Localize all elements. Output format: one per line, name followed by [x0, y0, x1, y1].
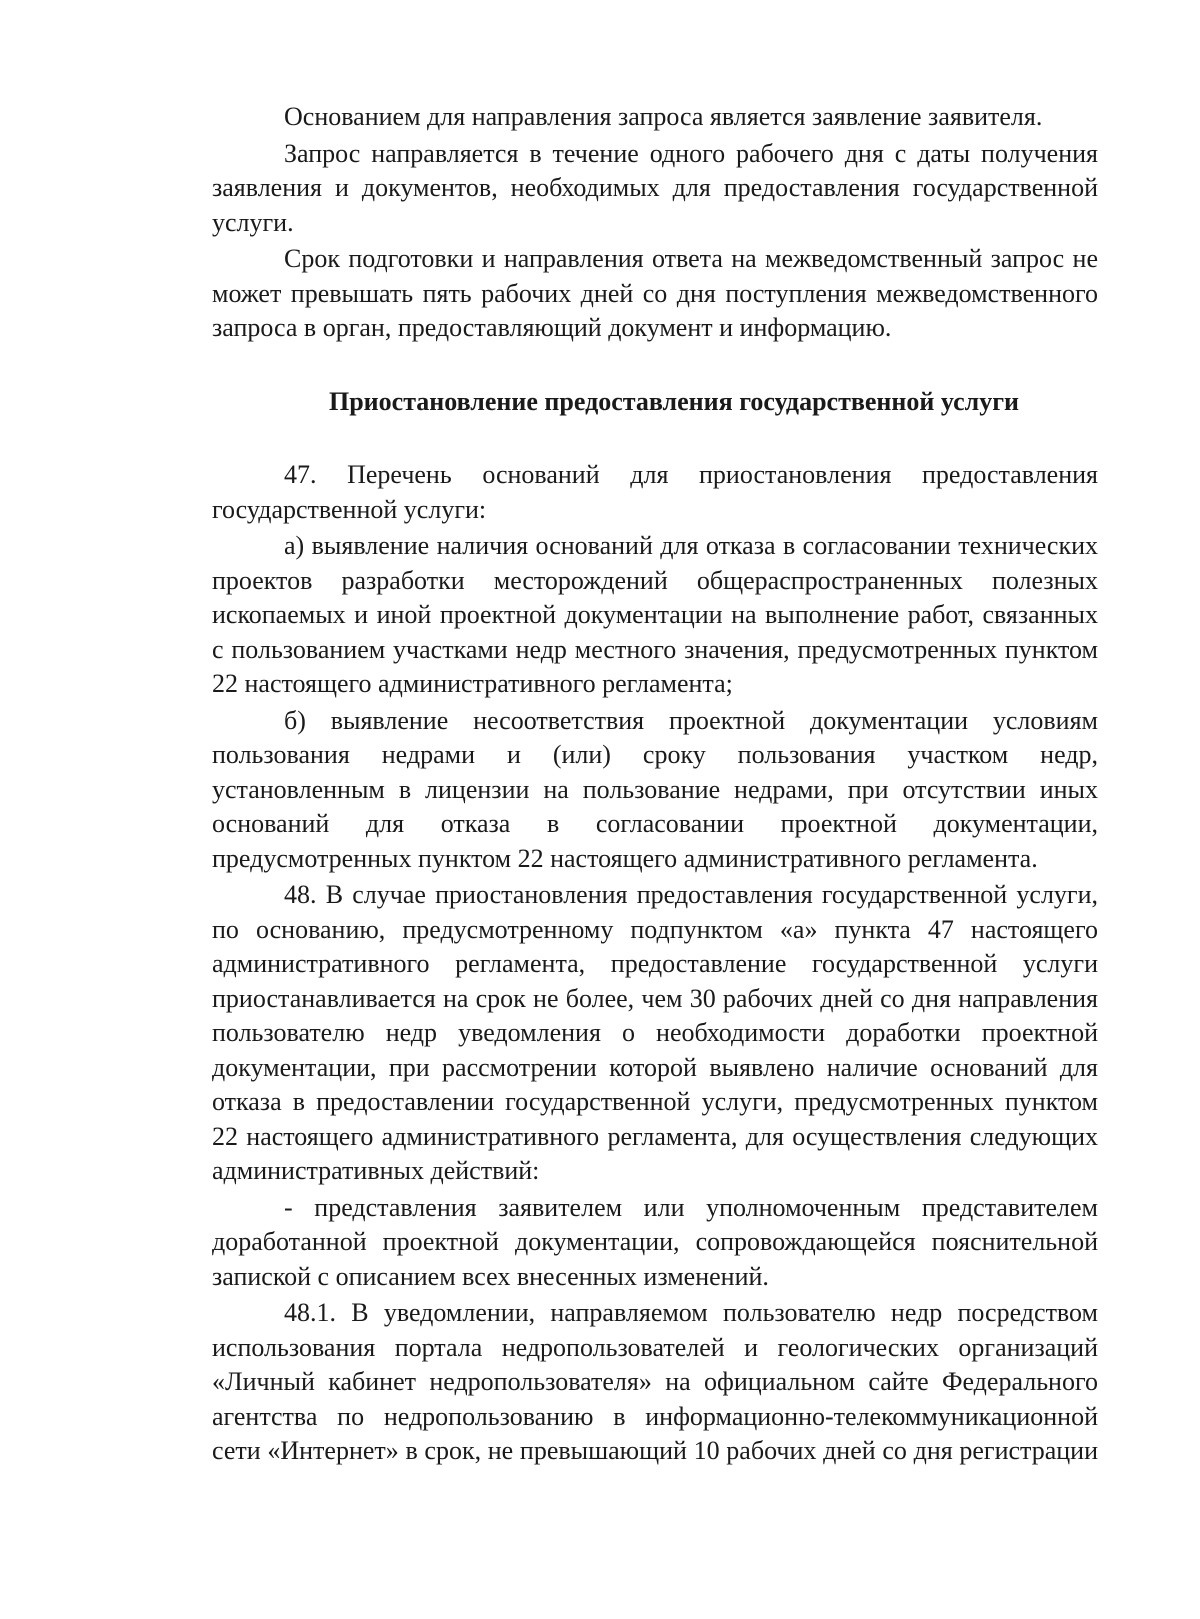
section-heading: Приостановление предоставления государственной услуги [328, 386, 1019, 416]
paragraph-48-dash: - представления заявителем или уполномоченным представителем доработанной проектной документации, сопровождающейся пояснительной запиской с описанием всех внесенных изменений. [212, 1192, 1098, 1291]
paragraph-47: 47. Перечень оснований для приостановления предоставления государственной услуги: [212, 460, 1098, 524]
paragraph-request-basis: Основанием для направления запроса является заявление заявителя. [284, 102, 1043, 131]
paragraph-48: 48. В случае приостановления предоставления государственной услуги, по основанию, предусмотренному подпунктом «а» пункта 47 настоящего административного регламента, предоставление государственной услуги приостанавливается на срок не более, чем 30 рабочих дней со дня направления пользователю недр уведомления о необходимости доработки проектной документации, при рассмотрении которой выявлено наличие оснований для отказа в предоставлении государственной услуги, предусмотренных пунктом 22 настоящего административного регламента, для осуществления следующих административных действий: [212, 880, 1098, 1185]
paragraph-response-deadline: Срок подготовки и направления ответа на межведомственный запрос не может превышать пять рабочих дней со дня поступления межведомственного запроса в орган, предоставляющий документ и информацию. [212, 244, 1098, 342]
paragraph-request-timing: Запрос направляется в течение одного рабочего дня с даты получения заявления и документов, необходимых для предоставления государственной услуги. [212, 138, 1098, 237]
document-body [212, 100, 1098, 1469]
paragraph-47-b: б) выявление несоответствия проектной документации условиям пользования недрами и (или) сроку пользования участком недр, установленным в лицензии на пользование недрами, при отсутствии иных оснований для отказа в согласовании проектной документации, предусмотренных пунктом 22 настоящего административного регламента. [212, 705, 1098, 873]
paragraph-48-1: 48.1. В уведомлении, направляемом пользователю недр посредством использования портала недропользователей и геологических организаций «Личный кабинет недропользователя» на официальном сайте Федерального агентства по недропользованию в информационно-телекоммуникационной сети «Интернет» в срок, не превышающий 10 рабочих дней со дня регистрации [212, 1298, 1098, 1465]
paragraph-47-a: а) выявление наличия оснований для отказа в согласовании технических проектов разработки месторождений общераспространенных полезных ископаемых и иной проектной документации на выполнение работ, связанных с пользованием участками недр местного значения, предусмотренных пунктом 22 настоящего административного регламента; [212, 531, 1098, 698]
